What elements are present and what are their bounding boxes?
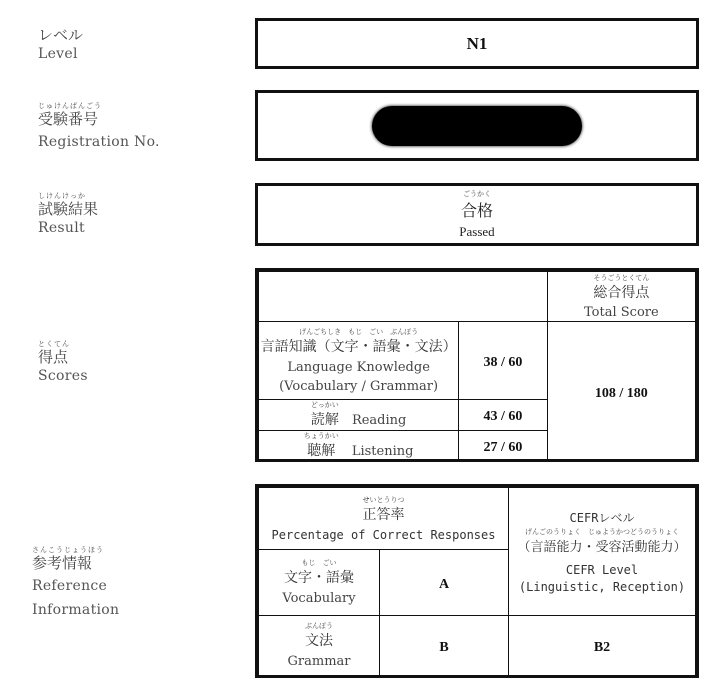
total-score-ruby: そうごうとくてん: [593, 273, 650, 282]
registration-label-en: Registration No.: [38, 134, 160, 150]
reading-score-cell: [459, 400, 548, 431]
reference-ruby: さんこうじょうほう: [32, 546, 104, 554]
reading-ruby: どっかい: [310, 401, 339, 409]
reading-cell: [259, 400, 459, 431]
reference-label-jp: 参考情報: [32, 554, 93, 572]
level-value: N1: [466, 33, 488, 53]
cefr-ruby: げんごのうりょく じゅようかつどうのうりょく: [525, 528, 679, 536]
language-knowledge-en2: (Vocabulary / Grammar): [279, 378, 439, 394]
registration-box: [255, 90, 699, 161]
scores-label-jp: 得点: [38, 348, 69, 366]
grammar-jp: 文法: [305, 633, 333, 649]
grammar-grade-cell: [380, 616, 509, 676]
reference-table: [255, 484, 699, 678]
listening-score: 27 / 60: [483, 440, 523, 455]
result-label: [38, 192, 98, 238]
scores-header-blank: [259, 272, 548, 322]
listening-cell: [259, 431, 459, 462]
reading-jp: 読解: [310, 412, 339, 428]
listening-en: Listening: [351, 444, 414, 459]
registration-ruby: じゅけんばんごう: [38, 102, 102, 110]
result-value-en: Passed: [459, 223, 495, 239]
level-label-jp: レベル: [38, 26, 84, 44]
result-label-jp: 試験結果: [38, 200, 99, 218]
result-ruby-value: ごうかく: [463, 189, 491, 198]
reading-score: 43 / 60: [483, 409, 523, 424]
grammar-en: Grammar: [287, 654, 351, 669]
pcr-ruby: せいとうりつ: [362, 495, 405, 504]
reference-label-en1: Reference: [32, 578, 108, 594]
total-score-value: 108 / 180: [594, 385, 648, 401]
scores-ruby: とくてん: [38, 340, 70, 348]
level-label: [38, 26, 83, 64]
vocabulary-grade: A: [438, 576, 450, 592]
scores-label-en: Scores: [38, 368, 88, 384]
listening-score-cell: [459, 431, 548, 462]
reading-en: Reading: [351, 413, 407, 428]
language-knowledge-en1: Language Knowledge: [287, 359, 430, 375]
result-ruby: しけんけっか: [38, 192, 86, 200]
total-score-header: [547, 272, 695, 322]
language-knowledge-score: 38 / 60: [483, 354, 523, 370]
language-knowledge-score-cell: [459, 322, 548, 400]
result-value-jp: 合格: [460, 200, 493, 220]
vocabulary-cell: [259, 550, 380, 616]
language-knowledge-jp: 言語知識（文字・語彙・文法）: [260, 338, 457, 355]
language-knowledge-cell: [259, 322, 459, 400]
listening-ruby: ちょうかい: [303, 432, 339, 440]
grammar-ruby: ぶんぽう: [305, 622, 333, 630]
cefr-header: [509, 488, 696, 616]
vocabulary-ruby: もじ ごい: [301, 559, 337, 567]
pcr-header: [259, 488, 509, 550]
result-label-en: Result: [38, 220, 85, 236]
vocabulary-jp: 文字・語彙: [284, 570, 354, 586]
registration-label: [38, 102, 160, 152]
grammar-cell: [259, 616, 380, 676]
registration-label-jp: 受験番号: [38, 110, 99, 128]
listening-jp: 聴解: [307, 443, 336, 459]
vocabulary-en: Vocabulary: [282, 591, 356, 606]
pcr-jp: 正答率: [362, 506, 405, 523]
vocabulary-grade-cell: [380, 550, 509, 616]
redacted-registration-number: [372, 106, 582, 146]
level-box: [255, 18, 699, 69]
reference-label: [32, 546, 119, 620]
result-box: [255, 183, 699, 246]
language-knowledge-ruby: げんごちしき もじ ごい ぶんぽう: [299, 327, 419, 336]
reference-label-en2: Information: [32, 602, 120, 618]
total-score-cell: [547, 322, 695, 462]
pcr-en: Percentage of Correct Responses: [271, 527, 496, 542]
total-score-jp: 総合得点: [593, 284, 650, 301]
cefr-value-cell: [509, 616, 696, 676]
cefr-value: B2: [593, 639, 611, 655]
total-score-en: Total Score: [584, 304, 659, 320]
cefr-jp2: （言語能力・受容活動能力）: [517, 540, 687, 555]
cefr-jp: CEFRレベル: [569, 511, 635, 525]
grammar-grade: B: [439, 639, 449, 655]
scores-table: [255, 268, 699, 462]
cefr-en2: (Linguistic, Reception): [518, 580, 686, 594]
cefr-en1: CEFR Level: [565, 563, 639, 577]
level-label-en: Level: [38, 46, 78, 62]
scores-label: [38, 340, 88, 386]
